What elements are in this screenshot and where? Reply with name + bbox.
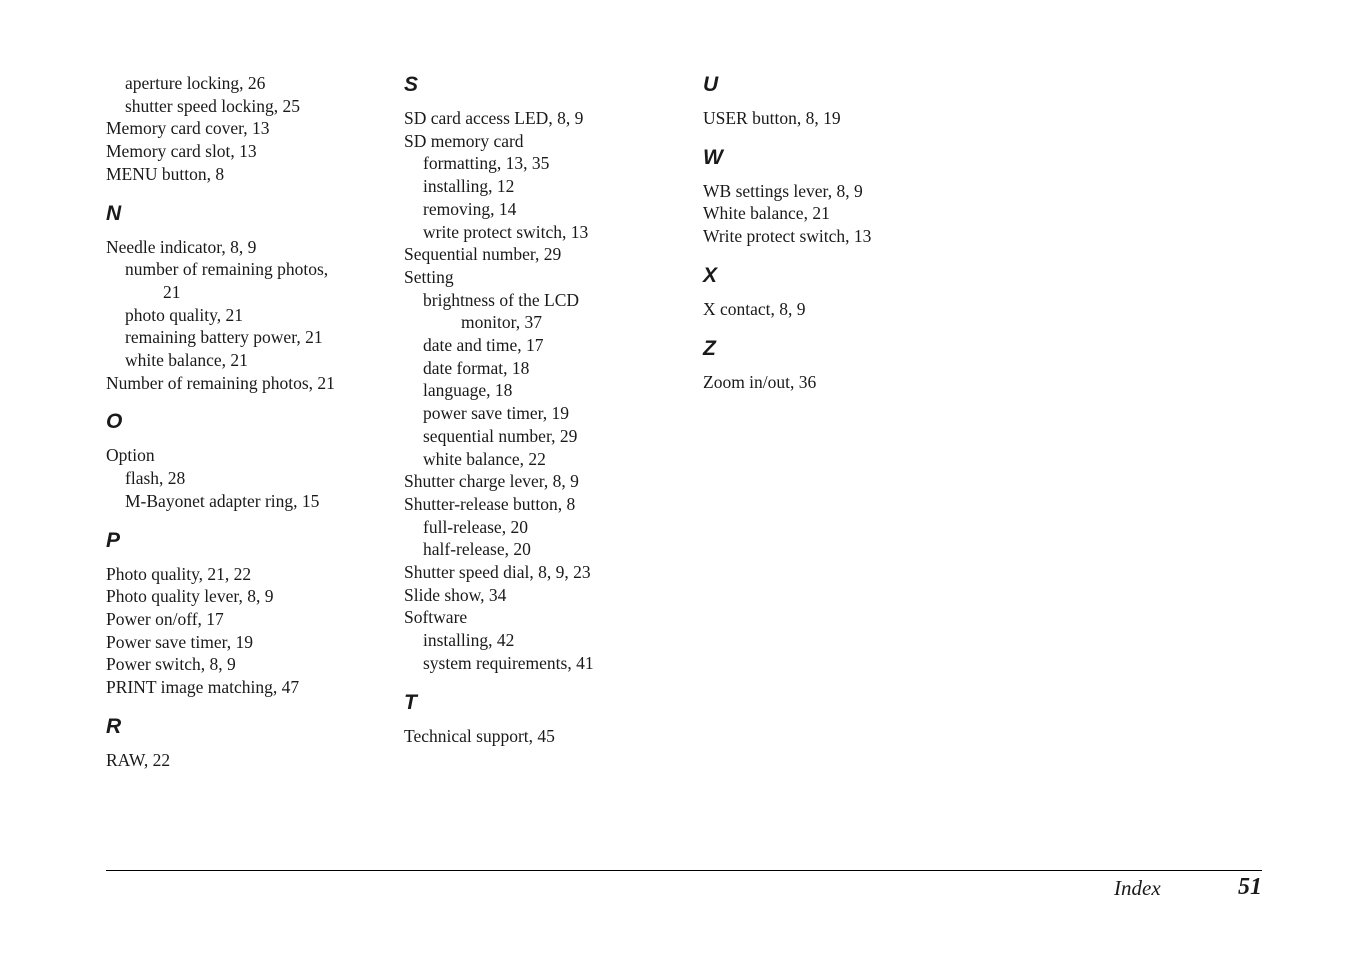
index-subentry: brightness of the LCD: [423, 289, 580, 310]
index-entry: SD memory card: [404, 130, 524, 151]
footer-section-label: Index: [1114, 876, 1161, 900]
index-entry: Zoom in/out, 36: [703, 371, 817, 392]
index-entry: X contact, 8, 9: [703, 298, 806, 319]
index-subentry: shutter speed locking, 25: [125, 95, 300, 116]
page-number: 51: [1238, 874, 1262, 900]
index-entry: RAW, 22: [106, 749, 171, 770]
index-column-2: [404, 72, 684, 747]
index-letter-heading: T: [404, 690, 417, 714]
index-subentry: installing, 42: [423, 630, 515, 651]
index-subentry: photo quality, 21: [125, 304, 243, 325]
index-subentry: write protect switch, 13: [423, 221, 589, 242]
index-subentry: flash, 28: [125, 468, 186, 489]
index-entry: Needle indicator, 8, 9: [106, 236, 257, 257]
index-entry: Shutter-release button, 8: [404, 493, 576, 514]
index-subentry: remaining battery power, 21: [125, 327, 323, 348]
index-subentry: half-release, 20: [423, 539, 531, 560]
index-letter-heading: P: [106, 528, 121, 552]
index-entry: WB settings lever, 8, 9: [703, 180, 863, 201]
index-subentry: language, 18: [423, 380, 513, 401]
index-subentry: system requirements, 41: [423, 652, 594, 673]
index-column-3: [703, 72, 983, 393]
index-entry: SD card access LED, 8, 9: [404, 108, 584, 128]
index-entry: Write protect switch, 13: [703, 226, 872, 247]
index-column-1: [106, 72, 386, 771]
index-entry: Sequential number, 29: [404, 244, 562, 265]
index-letter-heading: S: [404, 73, 419, 96]
index-entry: Number of remaining photos, 21: [106, 372, 335, 393]
index-subentry: removing, 14: [423, 198, 517, 219]
index-entry: Photo quality lever, 8, 9: [106, 586, 274, 607]
index-entry: Memory card cover, 13: [106, 118, 270, 139]
index-entry: USER button, 8, 19: [703, 108, 841, 128]
index-subentry: M-Bayonet adapter ring, 15: [125, 490, 320, 511]
index-subentry: sequential number, 29: [423, 425, 578, 446]
index-entry: White balance, 21: [703, 203, 830, 224]
index-letter-heading: U: [703, 73, 719, 96]
index-letter-heading: Z: [703, 336, 716, 360]
index-subentry: date format, 18: [423, 357, 530, 378]
index-entry: Power switch, 8, 9: [106, 654, 236, 675]
index-entry: Memory card slot, 13: [106, 141, 257, 162]
index-subentry: white balance, 21: [125, 350, 248, 371]
index-entry: Photo quality, 21, 22: [106, 563, 252, 584]
index-entry: Shutter speed dial, 8, 9, 23: [404, 562, 591, 583]
index-subentry: number of remaining photos,: [125, 259, 329, 280]
index-entry: Technical support, 45: [404, 725, 555, 746]
index-subentry: installing, 12: [423, 176, 515, 197]
index-entry: MENU button, 8: [106, 163, 225, 184]
index-entry: Setting: [404, 266, 454, 287]
index-subentry: white balance, 22: [423, 448, 546, 469]
index-subentry: full-release, 20: [423, 516, 528, 537]
index-letter-heading: R: [106, 714, 122, 738]
index-letter-heading: X: [703, 263, 718, 287]
index-letter-heading: N: [106, 201, 122, 225]
index-entry: PRINT image matching, 47: [106, 677, 300, 698]
index-subentry: monitor, 37: [461, 312, 542, 333]
index-subentry: formatting, 13, 35: [423, 153, 550, 174]
index-subentry: 21: [163, 281, 181, 302]
index-subentry: date and time, 17: [423, 335, 544, 356]
footer-rule: [106, 870, 1262, 871]
index-letter-heading: O: [106, 410, 123, 434]
index-subentry: aperture locking, 26: [125, 73, 266, 93]
index-entry: Slide show, 34: [404, 584, 507, 605]
index-entry: Option: [106, 445, 155, 466]
index-entry: Power save timer, 19: [106, 631, 254, 652]
index-letter-heading: W: [703, 145, 723, 169]
index-entry: Shutter charge lever, 8, 9: [404, 471, 579, 492]
index-entry: Software: [404, 607, 468, 628]
index-entry: Power on/off, 17: [106, 608, 224, 629]
index-subentry: power save timer, 19: [423, 403, 570, 424]
